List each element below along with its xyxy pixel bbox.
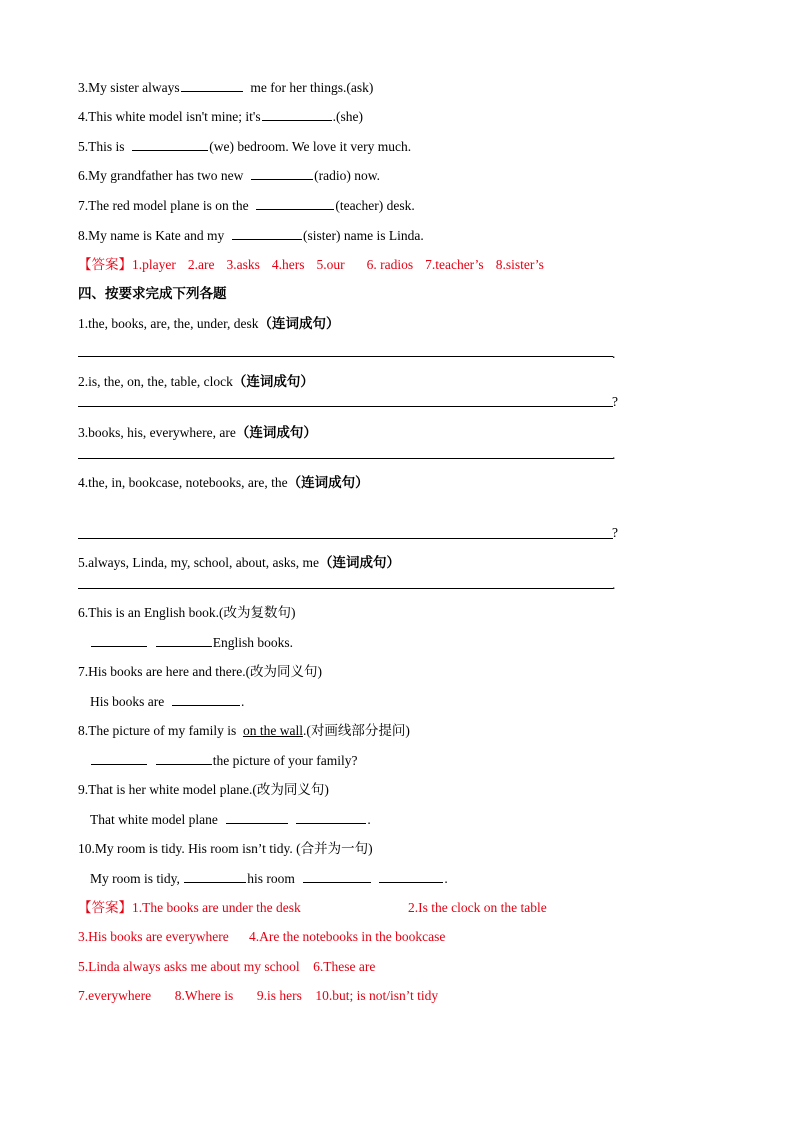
exercise-item-5 <box>78 137 411 156</box>
answer-blank[interactable] <box>303 869 371 883</box>
item-text: (sister) name is Linda. <box>302 228 424 243</box>
item-text: 6.My grandfather has two new <box>78 168 244 183</box>
question-10-answer-row <box>90 869 448 888</box>
answer-blank[interactable] <box>296 810 366 824</box>
question-text: 3.books, his, everywhere, are <box>78 425 236 440</box>
answer-blank[interactable] <box>132 137 208 151</box>
question-text: 2.is, the, on, the, table, clock <box>78 374 233 389</box>
part4-answer-row-4 <box>78 987 438 1005</box>
question-text: 5.always, Linda, my, school, about, asks, me <box>78 555 319 570</box>
answer-blank[interactable] <box>181 78 243 92</box>
answer-item: 8.Where is <box>174 988 234 1003</box>
exercise-item-4 <box>78 107 363 126</box>
part4-answer-key <box>78 899 301 917</box>
instruction: （连词成句） <box>232 374 314 389</box>
answer-item: 6. radios <box>366 257 414 272</box>
part4-answer-row-2 <box>78 928 445 946</box>
answer-item: 3.His books are everywhere <box>78 929 229 944</box>
question-text: 1.the, books, are, the, under, desk <box>78 316 259 331</box>
row-text: His books are <box>90 694 165 709</box>
question-text: 9.That is her white model plane.(改为同义句) <box>78 782 329 797</box>
row-text: English books. <box>212 635 294 650</box>
line-end-mark: . <box>612 346 616 361</box>
answer-item: 7.everywhere <box>78 988 152 1003</box>
answer-blank[interactable] <box>232 226 302 240</box>
answer-blank[interactable] <box>172 692 240 706</box>
answer-item: 2.are <box>187 257 215 272</box>
item-text: 8.My name is Kate and my <box>78 228 225 243</box>
answer-item: 6.These are <box>313 959 376 974</box>
answer-blank[interactable] <box>184 869 246 883</box>
answer-label: 【答案】 <box>78 257 132 272</box>
answer-line[interactable] <box>78 356 613 357</box>
row-text: . <box>367 812 371 827</box>
part3-answer-key <box>78 256 556 274</box>
row-text: . <box>444 871 448 886</box>
answer-item: 4.Are the notebooks in the bookcase <box>248 929 446 944</box>
item-text: .(she) <box>332 109 363 124</box>
question-text: 10.My room is tidy. His room isn’t tidy. (合并为一句) <box>78 841 373 856</box>
answer-item: 3.asks <box>226 257 260 272</box>
answer-line[interactable] <box>78 458 613 459</box>
row-text: My room is tidy, <box>90 871 180 886</box>
answer-line[interactable] <box>78 588 613 589</box>
line-end-mark: . <box>612 577 616 592</box>
answer-blank[interactable] <box>251 166 313 180</box>
line-end-mark: . <box>612 447 616 462</box>
item-text: 3.My sister always <box>78 80 180 95</box>
answer-item: 9.is hers <box>256 988 302 1003</box>
question-7-answer-row <box>90 692 244 711</box>
question-2 <box>78 373 314 391</box>
answer-blank[interactable] <box>91 751 147 765</box>
answer-line[interactable] <box>78 406 613 407</box>
part4-answer-row-3 <box>78 958 375 976</box>
exercise-item-8 <box>78 226 424 245</box>
answer-item: 5.our <box>316 257 345 272</box>
answer-blank[interactable] <box>256 196 334 210</box>
answer-item: 1.player <box>132 257 176 272</box>
question-text: 6.This is an English book.(改为复数句) <box>78 605 296 620</box>
instruction: （连词成句） <box>318 555 400 570</box>
question-text: .(对画线部分提问) <box>302 723 410 738</box>
section-heading: 四、按要求完成下列各题 <box>78 286 227 301</box>
question-text: 7.His books are here and there.(改为同义句) <box>78 664 323 679</box>
item-text: 5.This is <box>78 139 125 154</box>
row-text: his room <box>247 871 295 886</box>
question-1 <box>78 315 340 333</box>
item-text: 4.This white model isn't mine; it's <box>78 109 261 124</box>
answer-blank[interactable] <box>226 810 288 824</box>
question-text: 4.the, in, bookcase, notebooks, are, the <box>78 475 288 490</box>
question-text: 8.The picture of my family is <box>78 723 237 738</box>
answer-item: 4.hers <box>271 257 305 272</box>
answer-item: 5.Linda always asks me about my school <box>78 959 300 974</box>
line-end-mark: ? <box>612 394 618 409</box>
question-10 <box>78 840 373 858</box>
question-4 <box>78 474 369 492</box>
question-6-answer-row <box>90 633 293 652</box>
row-text: That white model plane <box>90 812 218 827</box>
exercise-item-7 <box>78 196 415 215</box>
item-text: (radio) now. <box>314 168 380 183</box>
instruction: （连词成句） <box>258 316 340 331</box>
item-text: 7.The red model plane is on the <box>78 198 249 213</box>
exercise-item-6 <box>78 166 380 185</box>
item-text: (teacher) desk. <box>335 198 415 213</box>
question-3 <box>78 424 317 442</box>
exercise-item-3 <box>78 78 373 97</box>
answer-blank[interactable] <box>156 751 212 765</box>
question-9-answer-row <box>90 810 371 829</box>
question-5 <box>78 554 400 572</box>
question-9 <box>78 781 329 799</box>
item-text: (we) bedroom. We love it very much. <box>209 139 412 154</box>
item-text: me for her things.(ask) <box>250 80 374 95</box>
answer-blank[interactable] <box>262 107 332 121</box>
answer-item: 1.The books are under the desk <box>132 900 301 915</box>
answer-item: 2.Is the clock on the table <box>408 900 547 915</box>
question-8 <box>78 722 410 740</box>
question-8-answer-row <box>90 751 357 770</box>
answer-item: 7.teacher’s <box>425 257 484 272</box>
answer-item: 8.sister’s <box>495 257 544 272</box>
answer-label: 【答案】 <box>78 900 132 915</box>
row-text: . <box>241 694 245 709</box>
instruction: （连词成句） <box>235 425 317 440</box>
answer-item: 10.but; is not/isn’t tidy <box>315 988 439 1003</box>
question-6 <box>78 604 296 622</box>
answer-blank[interactable] <box>379 869 443 883</box>
row-text: the picture of your family? <box>212 753 358 768</box>
answer-line[interactable] <box>78 538 613 539</box>
answer-blank[interactable] <box>91 633 147 647</box>
question-7 <box>78 663 322 681</box>
underlined-phrase: on the wall <box>242 723 303 738</box>
line-end-mark: ? <box>612 525 618 540</box>
answer-blank[interactable] <box>156 633 212 647</box>
instruction: （连词成句） <box>287 475 369 490</box>
